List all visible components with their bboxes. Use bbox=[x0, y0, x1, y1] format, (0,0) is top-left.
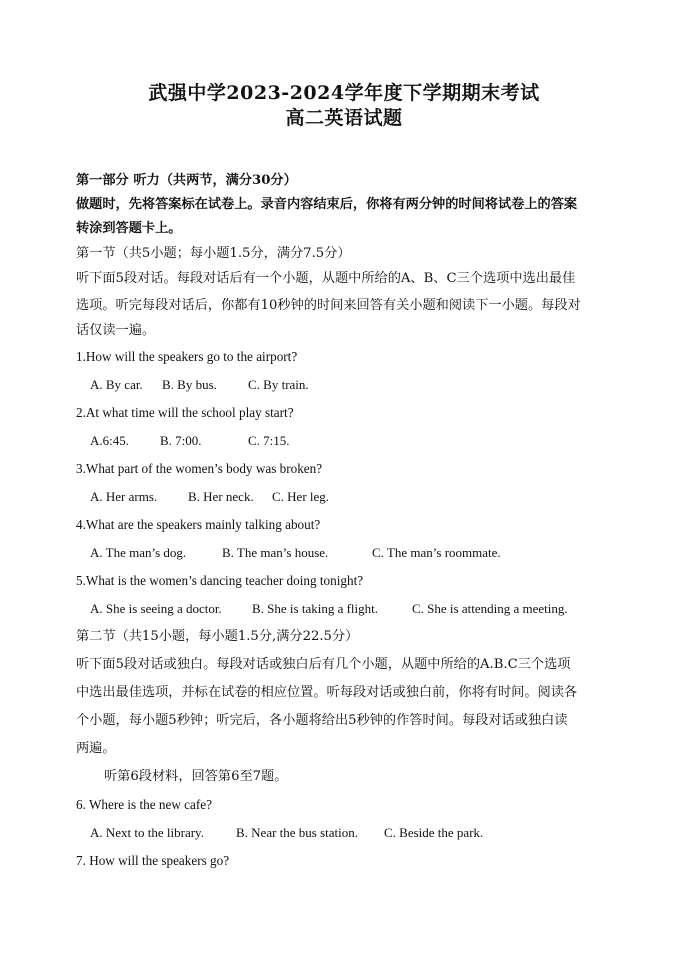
question-5-option-a: A. She is seeing a doctor. bbox=[90, 601, 222, 616]
part1-instruction-line2: 转涂到答题卡上。 bbox=[76, 221, 182, 236]
exam-title: 武强中学2023-2024学年度下学期期末考试 bbox=[148, 82, 540, 104]
exam-subtitle: 高二英语试题 bbox=[285, 107, 403, 129]
question-2-option-a: A.6:45. bbox=[90, 433, 129, 448]
question-1-option-b: B. By bus. bbox=[162, 377, 217, 392]
question-4-options bbox=[90, 544, 630, 561]
question-6-option-c: C. Beside the park. bbox=[384, 825, 484, 840]
question-7-stem: 7. How will the speakers go? bbox=[76, 853, 230, 868]
question-2-option-b: B. 7:00. bbox=[160, 433, 202, 448]
question-1-option-a: A. By car. bbox=[90, 377, 143, 392]
question-5-option-c: C. She is attending a meeting. bbox=[412, 601, 568, 616]
question-6-option-b: B. Near the bus station. bbox=[236, 825, 359, 840]
section2-directions-line1: 听下面5段对话或独白。每段对话或独白后有几个小题，从题中所给的A.B.C三个选项 bbox=[76, 657, 571, 672]
question-1-stem: 1.How will the speakers go to the airport? bbox=[76, 349, 298, 364]
section2-directions-line3: 个小题，每小题5秒钟；听完后，各小题将给出5秒钟的作答时间。每段对话或独白读 bbox=[76, 713, 568, 728]
section2-directions-line2: 中选出最佳选项，并标在试卷的相应位置。听每段对话或独白前，你将有时间。阅读各 bbox=[76, 685, 578, 700]
question-2-option-c: C. 7:15. bbox=[248, 433, 290, 448]
question-1-options bbox=[90, 376, 630, 393]
question-3-option-b: B. Her neck. bbox=[188, 489, 254, 504]
question-4-stem: 4.What are the speakers mainly talking about? bbox=[76, 517, 321, 532]
material-6-note: 听第6段材料，回答第6至7题。 bbox=[104, 769, 288, 784]
question-5-stem: 5.What is the women’s dancing teacher doing tonight? bbox=[76, 573, 364, 588]
section1-directions-line1: 听下面5段对话。每段对话后有一个小题，从题中所给的A、B、C三个选项中选出最佳 bbox=[76, 271, 576, 286]
question-6-option-a: A. Next to the library. bbox=[90, 825, 204, 840]
section2-directions-line4: 两遍。 bbox=[76, 741, 116, 756]
question-4-option-c: C. The man’s roommate. bbox=[372, 545, 501, 560]
question-3-option-a: A. Her arms. bbox=[90, 489, 158, 504]
question-3-options bbox=[90, 488, 630, 505]
question-6-options bbox=[90, 824, 630, 841]
question-6-stem: 6. Where is the new cafe? bbox=[76, 797, 212, 812]
section1-directions-line3: 话仅读一遍。 bbox=[76, 323, 156, 338]
question-2-options bbox=[90, 432, 630, 449]
part1-heading: 第一部分 听力（共两节，满分30分） bbox=[76, 173, 297, 188]
question-3-stem: 3.What part of the women’s body was broken? bbox=[76, 461, 323, 476]
question-1-option-c: C. By train. bbox=[248, 377, 309, 392]
question-5-option-b: B. She is taking a flight. bbox=[252, 601, 379, 616]
question-2-stem: 2.At what time will the school play start? bbox=[76, 405, 294, 420]
part1-instruction-line1: 做题时，先将答案标在试卷上。录音内容结束后，你将有两分钟的时间将试卷上的答案 bbox=[76, 197, 578, 212]
section1-heading: 第一节（共5小题；每小题1.5分，满分7.5分） bbox=[76, 246, 351, 261]
question-4-option-b: B. The man’s house. bbox=[222, 545, 329, 560]
question-4-option-a: A. The man’s dog. bbox=[90, 545, 187, 560]
question-5-options bbox=[90, 600, 630, 617]
question-3-option-c: C. Her leg. bbox=[272, 489, 330, 504]
section1-directions-line2: 选项。听完每段对话后，你都有10秒钟的时间来回答有关小题和阅读下一小题。每段对 bbox=[76, 298, 581, 313]
section2-heading: 第二节（共15小题，每小题1.5分,满分22.5分） bbox=[76, 629, 359, 644]
